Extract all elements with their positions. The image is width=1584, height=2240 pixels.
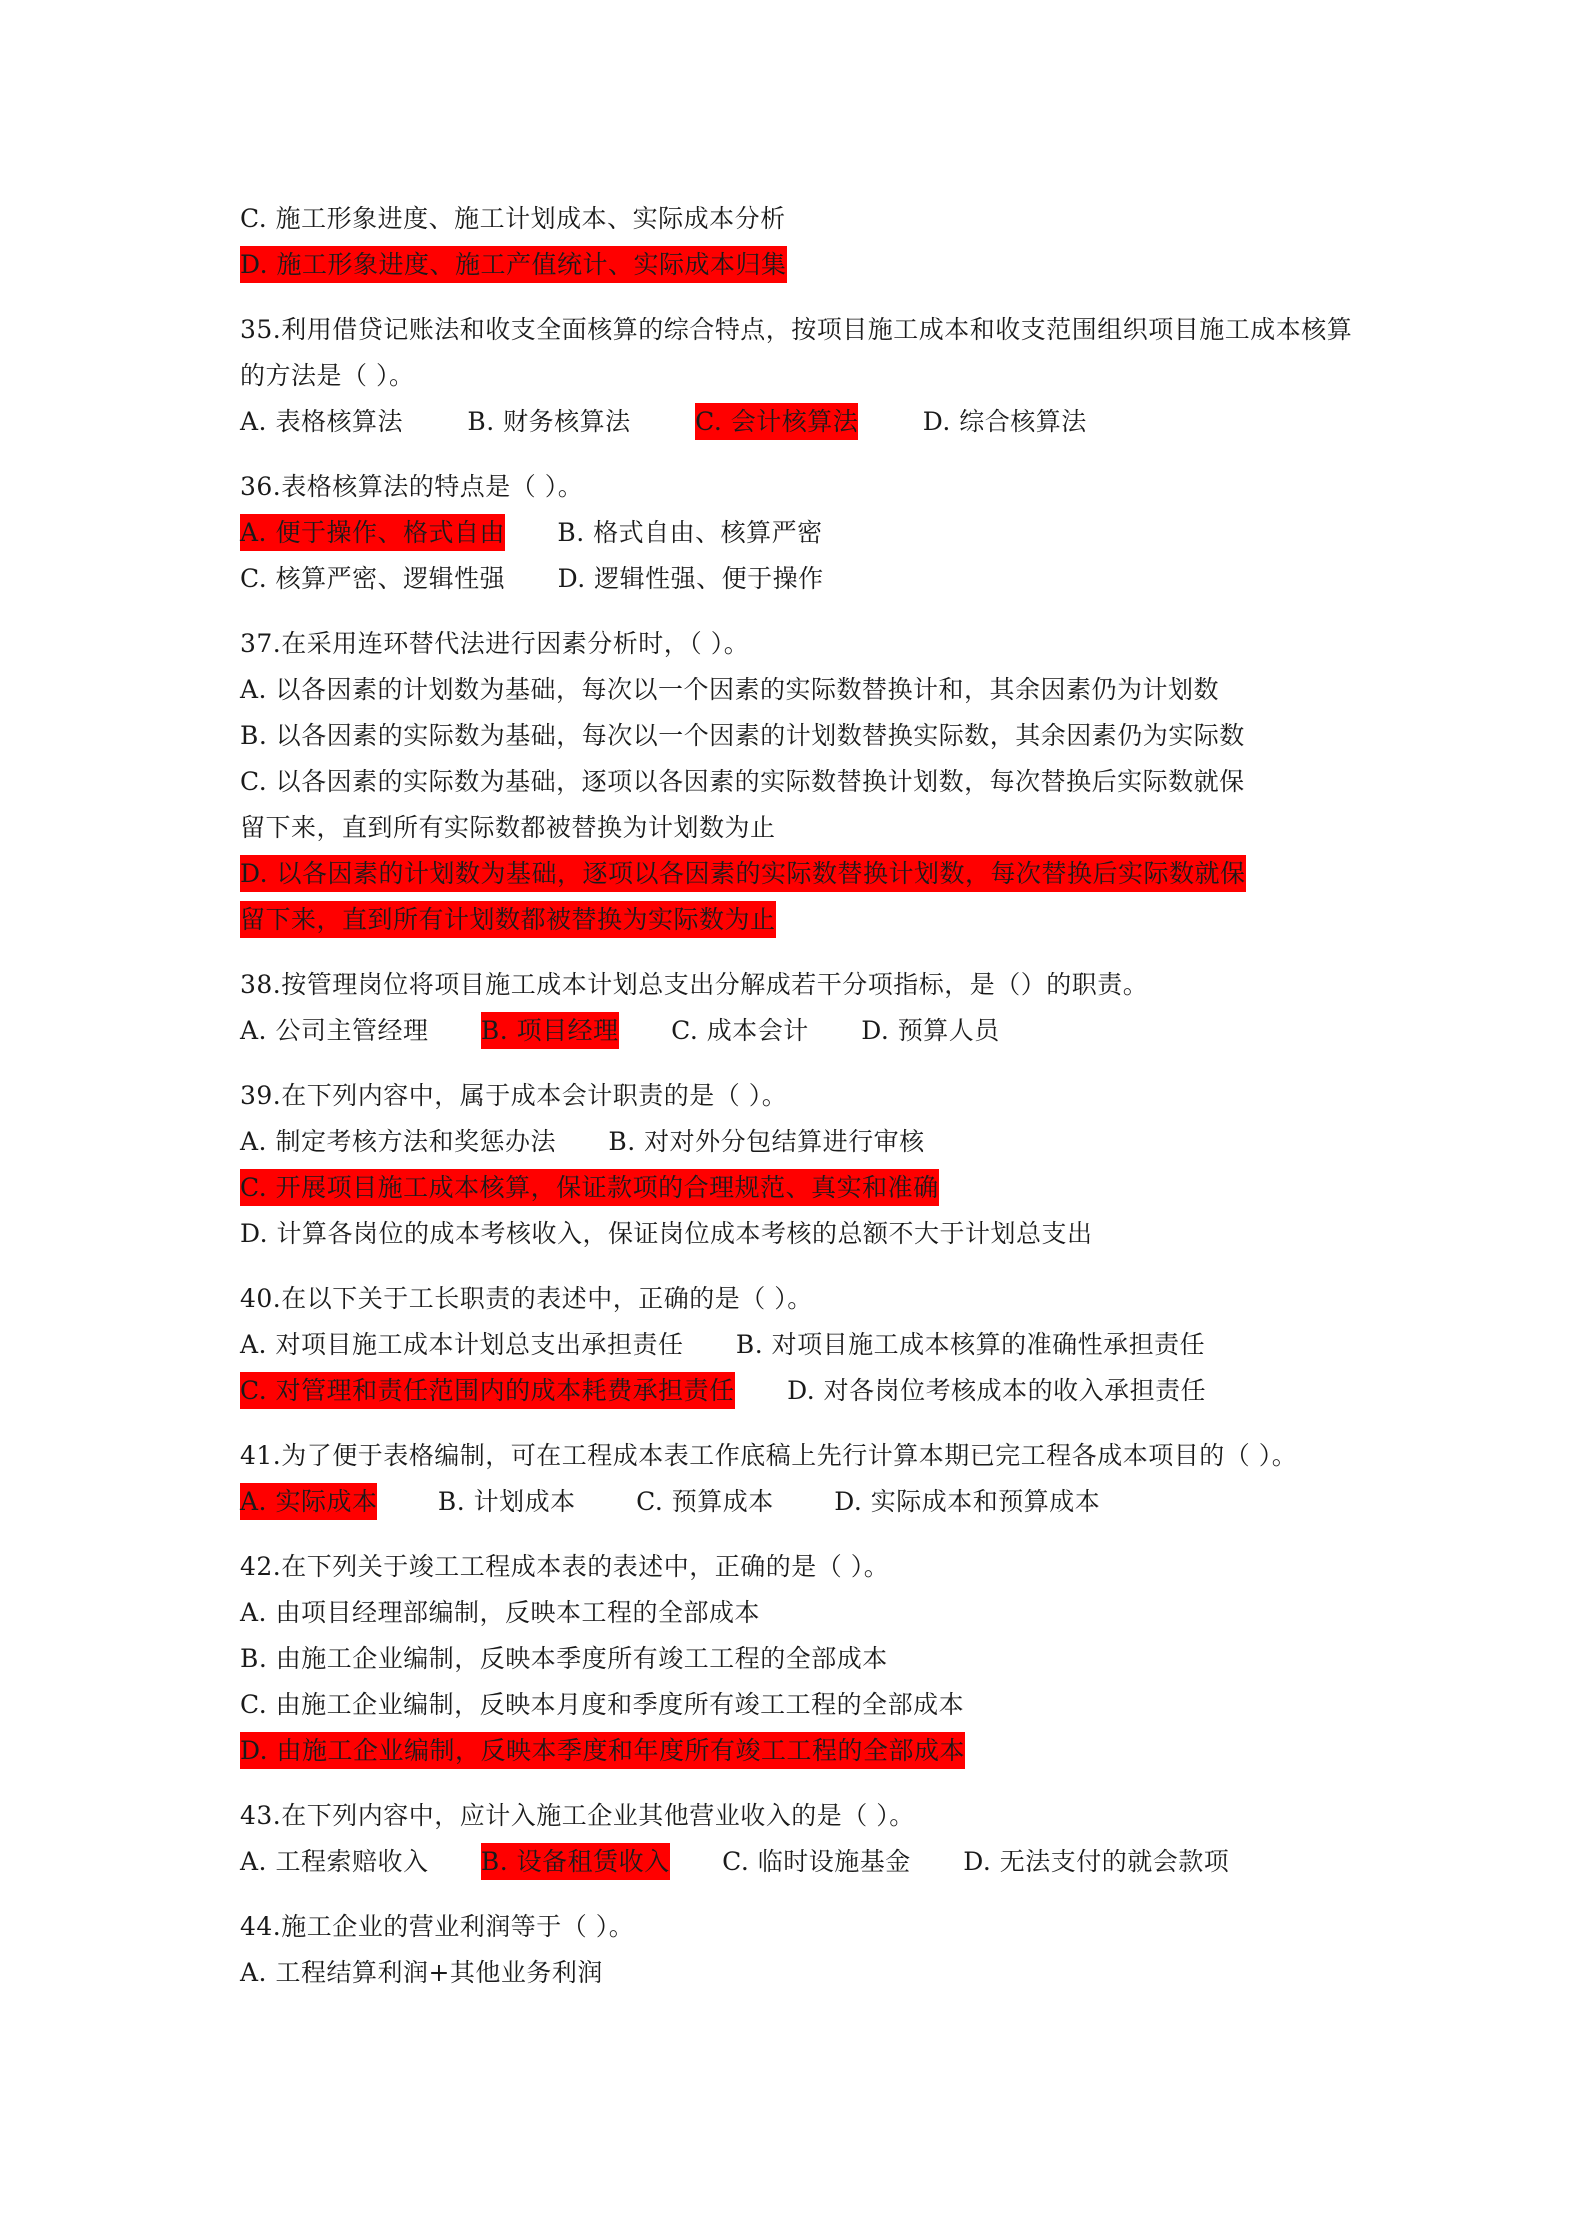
option-a: A. 工程索赔收入 xyxy=(240,1847,429,1876)
option-a: A. 制定考核方法和奖惩办法 xyxy=(240,1127,556,1156)
highlighted-answer: D. 施工形象进度、施工产值统计、实际成本归集 xyxy=(240,246,787,283)
option-c: C. 临时设施基金 xyxy=(722,1847,911,1876)
option-d: D. 无法支付的就会款项 xyxy=(963,1847,1230,1876)
highlighted-answer: C. 对管理和责任范围内的成本耗费承担责任 xyxy=(240,1372,735,1409)
question-38: 38.按管理岗位将项目施工成本计划总支出分解成若干分项指标，是（）的职责。 xyxy=(240,970,1149,999)
option-c: C. 以各因素的实际数为基础，逐项以各因素的实际数替换计划数，每次替换后实际数就保 xyxy=(240,767,1245,796)
option-b: B. 格式自由、核算严密 xyxy=(557,518,823,547)
option-c: C. 核算严密、逻辑性强 xyxy=(240,564,506,593)
options-row-38 xyxy=(240,1008,1360,1054)
option-d-line xyxy=(240,851,1360,897)
option-b: B. 由施工企业编制，反映本季度所有竣工工程的全部成本 xyxy=(240,1644,888,1673)
option-b: B. 对项目施工成本核算的准确性承担责任 xyxy=(735,1330,1206,1359)
highlighted-answer: B. 设备租赁收入 xyxy=(481,1843,670,1880)
highlighted-answer: D. 由施工企业编制，反映本季度和年度所有竣工工程的全部成本 xyxy=(240,1732,965,1769)
question-43: 43.在下列内容中，应计入施工企业其他营业收入的是（ ）。 xyxy=(240,1801,915,1830)
options-row-40 xyxy=(240,1322,1360,1368)
highlighted-answer: C. 会计核算法 xyxy=(695,403,858,440)
option-d-cont xyxy=(240,897,1360,943)
question-36: 36.表格核算法的特点是（ ）。 xyxy=(240,472,584,501)
option-line xyxy=(240,196,1360,242)
question-39: 39.在下列内容中，属于成本会计职责的是（ ）。 xyxy=(240,1081,788,1110)
option-b: B. 以各因素的实际数为基础，每次以一个因素的计划数替换实际数，其余因素仍为实际数 xyxy=(240,721,1245,750)
option-c: C. 预算成本 xyxy=(636,1487,774,1516)
option-c-text: C. 施工形象进度、施工计划成本、实际成本分析 xyxy=(240,204,786,233)
question-44: 44.施工企业的营业利润等于（ ）。 xyxy=(240,1912,635,1941)
option-c: C. 由施工企业编制，反映本月度和季度所有竣工工程的全部成本 xyxy=(240,1690,965,1719)
question-40: 40.在以下关于工长职责的表述中，正确的是（ ）。 xyxy=(240,1284,813,1313)
question-37: 37.在采用连环替代法进行因素分析时，（ ）。 xyxy=(240,629,750,658)
options-row-40b xyxy=(240,1368,1360,1414)
option-b: B. 财务核算法 xyxy=(467,407,631,436)
option-a: A. 由项目经理部编制，反映本工程的全部成本 xyxy=(240,1598,760,1627)
options-row-36b xyxy=(240,556,1360,602)
option-d-line xyxy=(240,1728,1360,1774)
highlighted-answer: 留下来，直到所有计划数都被替换为实际数为止 xyxy=(240,901,776,938)
option-d: D. 预算人员 xyxy=(861,1016,1000,1045)
option-d: D. 计算各岗位的成本考核收入，保证岗位成本考核的总额不大于计划总支出 xyxy=(240,1219,1093,1248)
option-line xyxy=(240,242,1360,288)
option-d: D. 逻辑性强、便于操作 xyxy=(557,564,824,593)
highlighted-answer: C. 开展项目施工成本核算，保证款项的合理规范、真实和准确 xyxy=(240,1169,939,1206)
options-row-39 xyxy=(240,1119,1360,1165)
option-d: D. 对各岗位考核成本的收入承担责任 xyxy=(787,1376,1207,1405)
option-c-line xyxy=(240,1165,1360,1211)
options-row-43 xyxy=(240,1839,1360,1885)
option-d: D. 综合核算法 xyxy=(922,407,1087,436)
question-41: 41.为了便于表格编制，可在工程成本表工作底稿上先行计算本期已完工程各成本项目的（ ）。 xyxy=(240,1441,1298,1470)
question-42: 42.在下列关于竣工工程成本表的表述中，正确的是（ ）。 xyxy=(240,1552,890,1581)
options-row-35 xyxy=(240,399,1360,445)
option-a: A. 以各因素的计划数为基础，每次以一个因素的实际数替换计和，其余因素仍为计划数 xyxy=(240,675,1219,704)
option-a: A. 公司主管经理 xyxy=(240,1016,429,1045)
highlighted-answer: B. 项目经理 xyxy=(481,1012,619,1049)
option-c: C. 成本会计 xyxy=(671,1016,809,1045)
highlighted-answer: A. 便于操作、格式自由 xyxy=(240,514,505,551)
option-c-cont: 留下来，直到所有实际数都被替换为计划数为止 xyxy=(240,813,776,842)
document-page xyxy=(240,196,1360,1996)
option-a: A. 表格核算法 xyxy=(240,407,403,436)
highlighted-answer: A. 实际成本 xyxy=(240,1483,377,1520)
question-35: 35.利用借贷记账法和收支全面核算的综合特点，按项目施工成本和收支范围组织项目施工成本核算的方法是（ ）。 xyxy=(240,315,1353,390)
option-b: B. 计划成本 xyxy=(437,1487,576,1516)
options-row-41 xyxy=(240,1479,1360,1525)
highlighted-answer: D. 以各因素的计划数为基础，逐项以各因素的实际数替换计划数，每次替换后实际数就保 xyxy=(240,855,1246,892)
option-a: A. 对项目施工成本计划总支出承担责任 xyxy=(240,1330,684,1359)
option-d: D. 实际成本和预算成本 xyxy=(834,1487,1101,1516)
options-row-36 xyxy=(240,510,1360,556)
option-b: B. 对对外分包结算进行审核 xyxy=(608,1127,925,1156)
option-a: A. 工程结算利润+其他业务利润 xyxy=(240,1958,603,1987)
